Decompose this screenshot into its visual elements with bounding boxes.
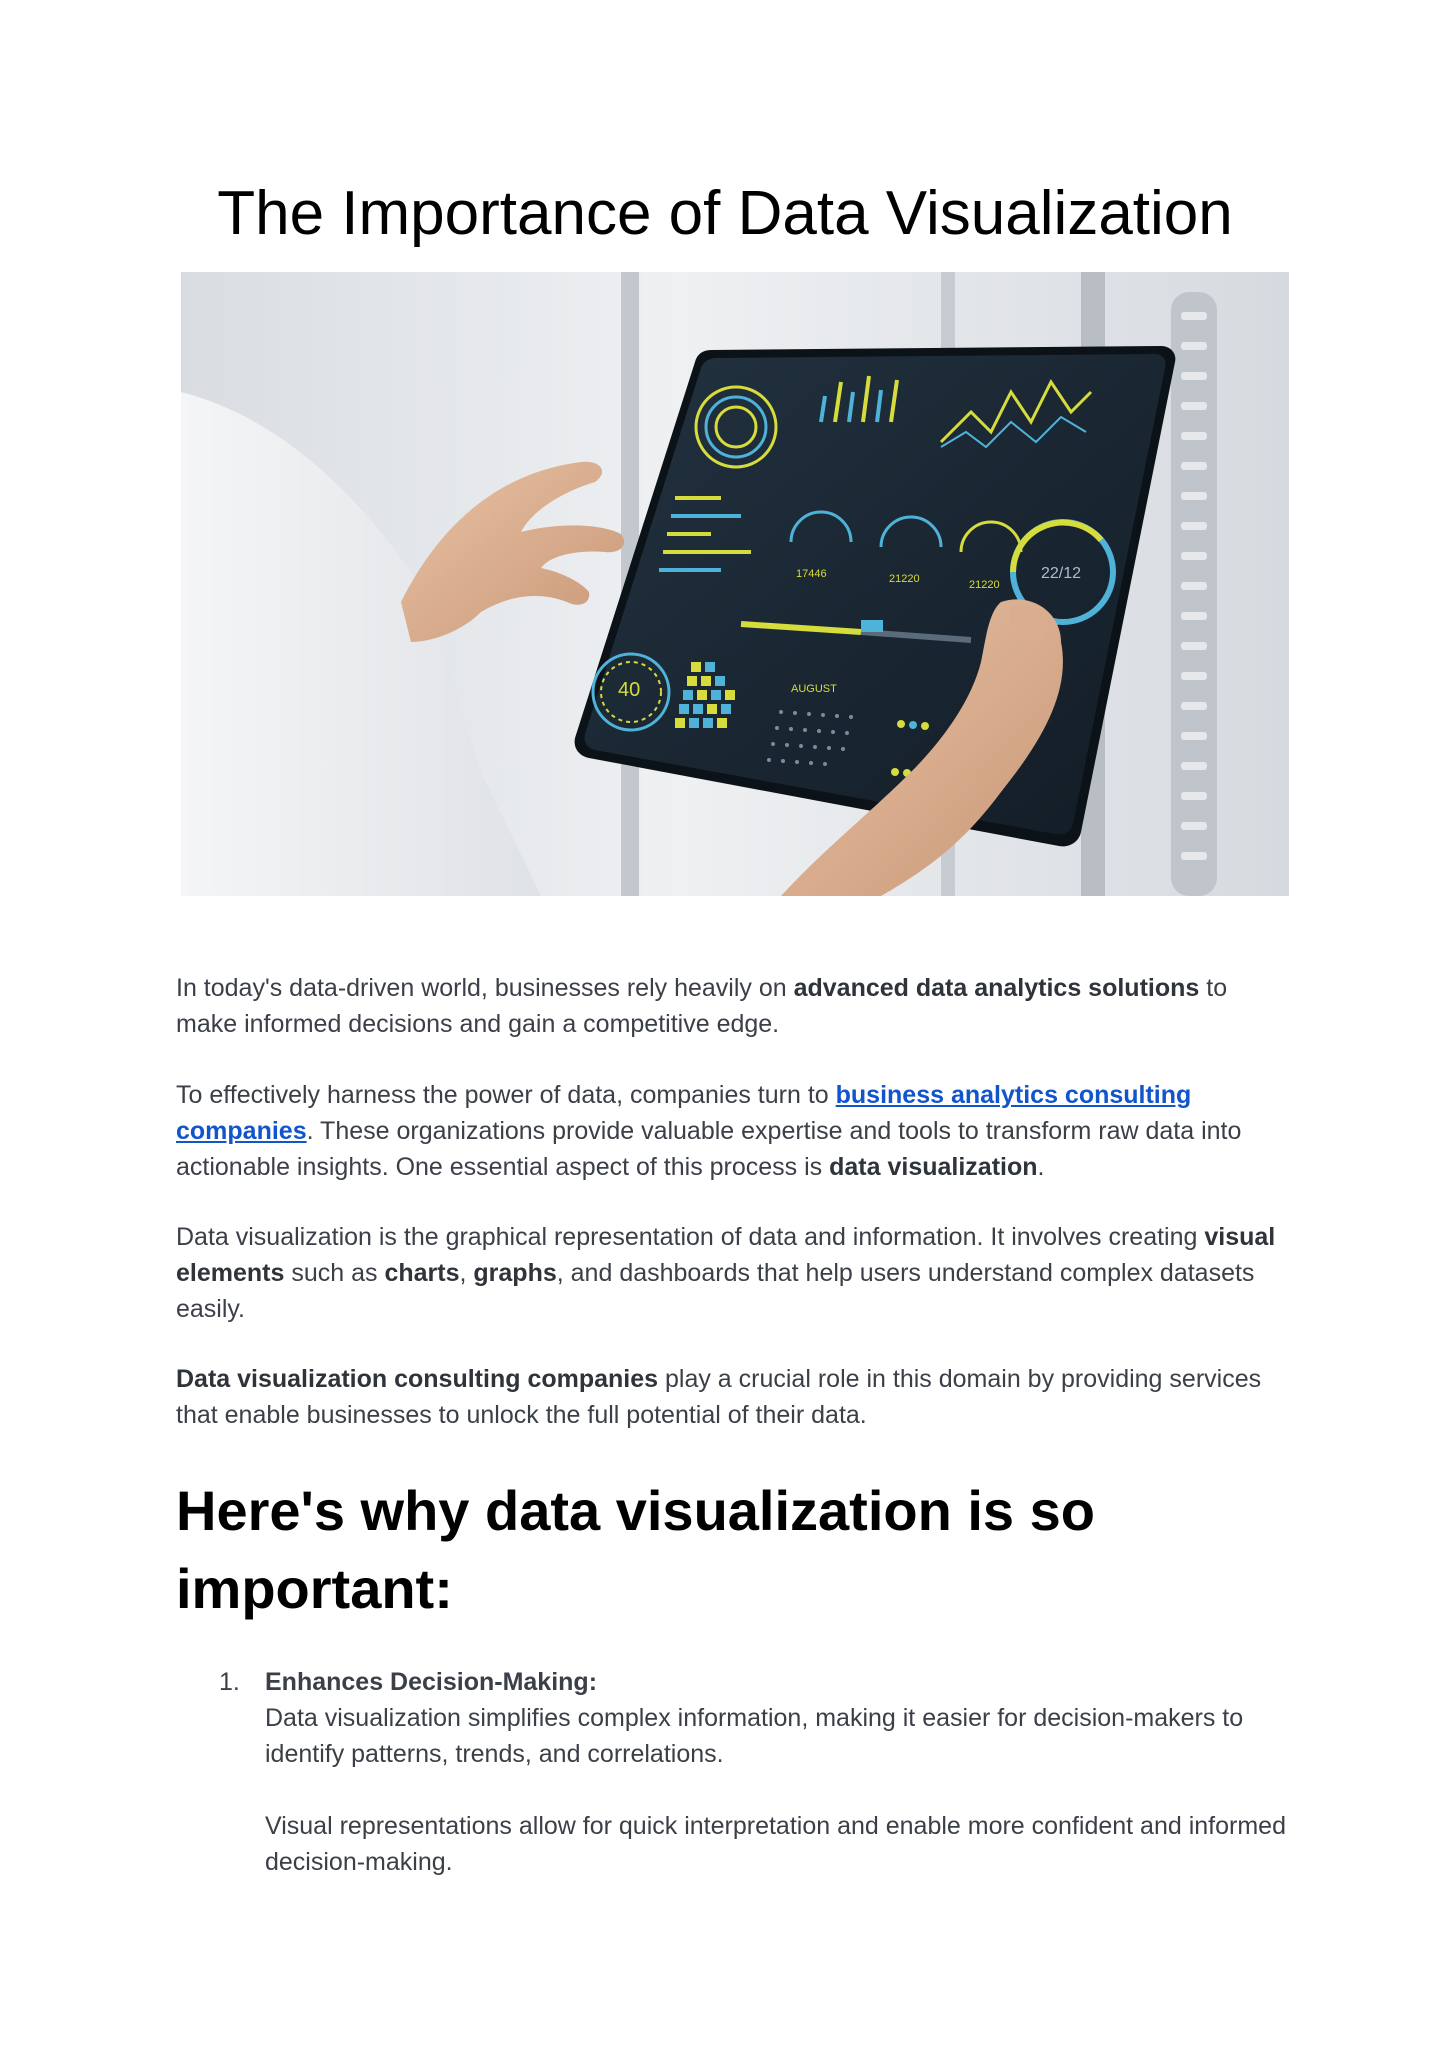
paragraph-text: , and dashboards that help users understand complex datasets easily. <box>176 1259 1255 1323</box>
list-item-text: Data visualization simplifies complex information, making it easier for decision-makers to identify patterns, trends, and correlations. <box>265 1704 1244 1768</box>
paragraph-text: such as <box>284 1259 385 1287</box>
hero-gauge-left: 40 <box>618 679 641 701</box>
paragraph-text: , <box>459 1259 474 1287</box>
bold-phrase: charts <box>384 1259 460 1287</box>
document-title: The Importance of Data Visualization <box>217 179 1233 248</box>
tablet-dashboard-photo-icon <box>181 272 1289 896</box>
bold-phrase: Data visualization consulting companies <box>176 1365 659 1393</box>
section-heading: Here's why data visualization is so important: <box>176 1479 1095 1620</box>
list-item-title: Enhances Decision-Making: <box>265 1668 598 1696</box>
intro-paragraph <box>176 970 1286 1042</box>
hero-calendar-month: AUGUST <box>791 683 837 695</box>
paragraph-text: to make informed decisions and gain a competitive edge. <box>176 974 1228 1038</box>
list-item-body <box>265 1664 1286 1880</box>
hero-readout-2: 21220 <box>889 573 920 585</box>
bold-phrase: data visualization <box>829 1153 1038 1181</box>
bold-phrase: visual elements <box>176 1223 1276 1287</box>
paragraph-text: . These organizations provide valuable expertise and tools to transform raw data into actionable insights. One essential aspect of this process is <box>176 1117 1242 1181</box>
bold-phrase: advanced data analytics solutions <box>793 974 1200 1002</box>
hero-readout-3: 21220 <box>969 579 1000 591</box>
paragraph-text: play a crucial role in this domain by providing services that enable businesses to unlock the full potential of their data. <box>176 1365 1262 1429</box>
hero-readout-1: 17446 <box>796 568 827 580</box>
business-analytics-consulting-link[interactable]: business analytics consulting companies <box>176 1081 1192 1145</box>
hero-gauge-right: 22/12 <box>1041 565 1082 582</box>
paragraph-text: Data visualization is the graphical representation of data and information. It involves creating <box>176 1223 1205 1251</box>
consulting-paragraph <box>176 1077 1286 1185</box>
list-item-text: Visual representations allow for quick interpretation and enable more confident and informed decision-making. <box>265 1812 1286 1876</box>
paragraph-text: In today's data-driven world, businesses rely heavily on <box>176 974 794 1002</box>
paragraph-text: To effectively harness the power of data, companies turn to <box>176 1081 836 1109</box>
definition-paragraph <box>176 1219 1286 1327</box>
bold-phrase: graphs <box>473 1259 557 1287</box>
list-item-number: 1. <box>219 1668 240 1696</box>
paragraph-text: . <box>1037 1153 1045 1181</box>
consulting-role-paragraph <box>176 1361 1286 1433</box>
hero-image <box>181 272 1289 896</box>
